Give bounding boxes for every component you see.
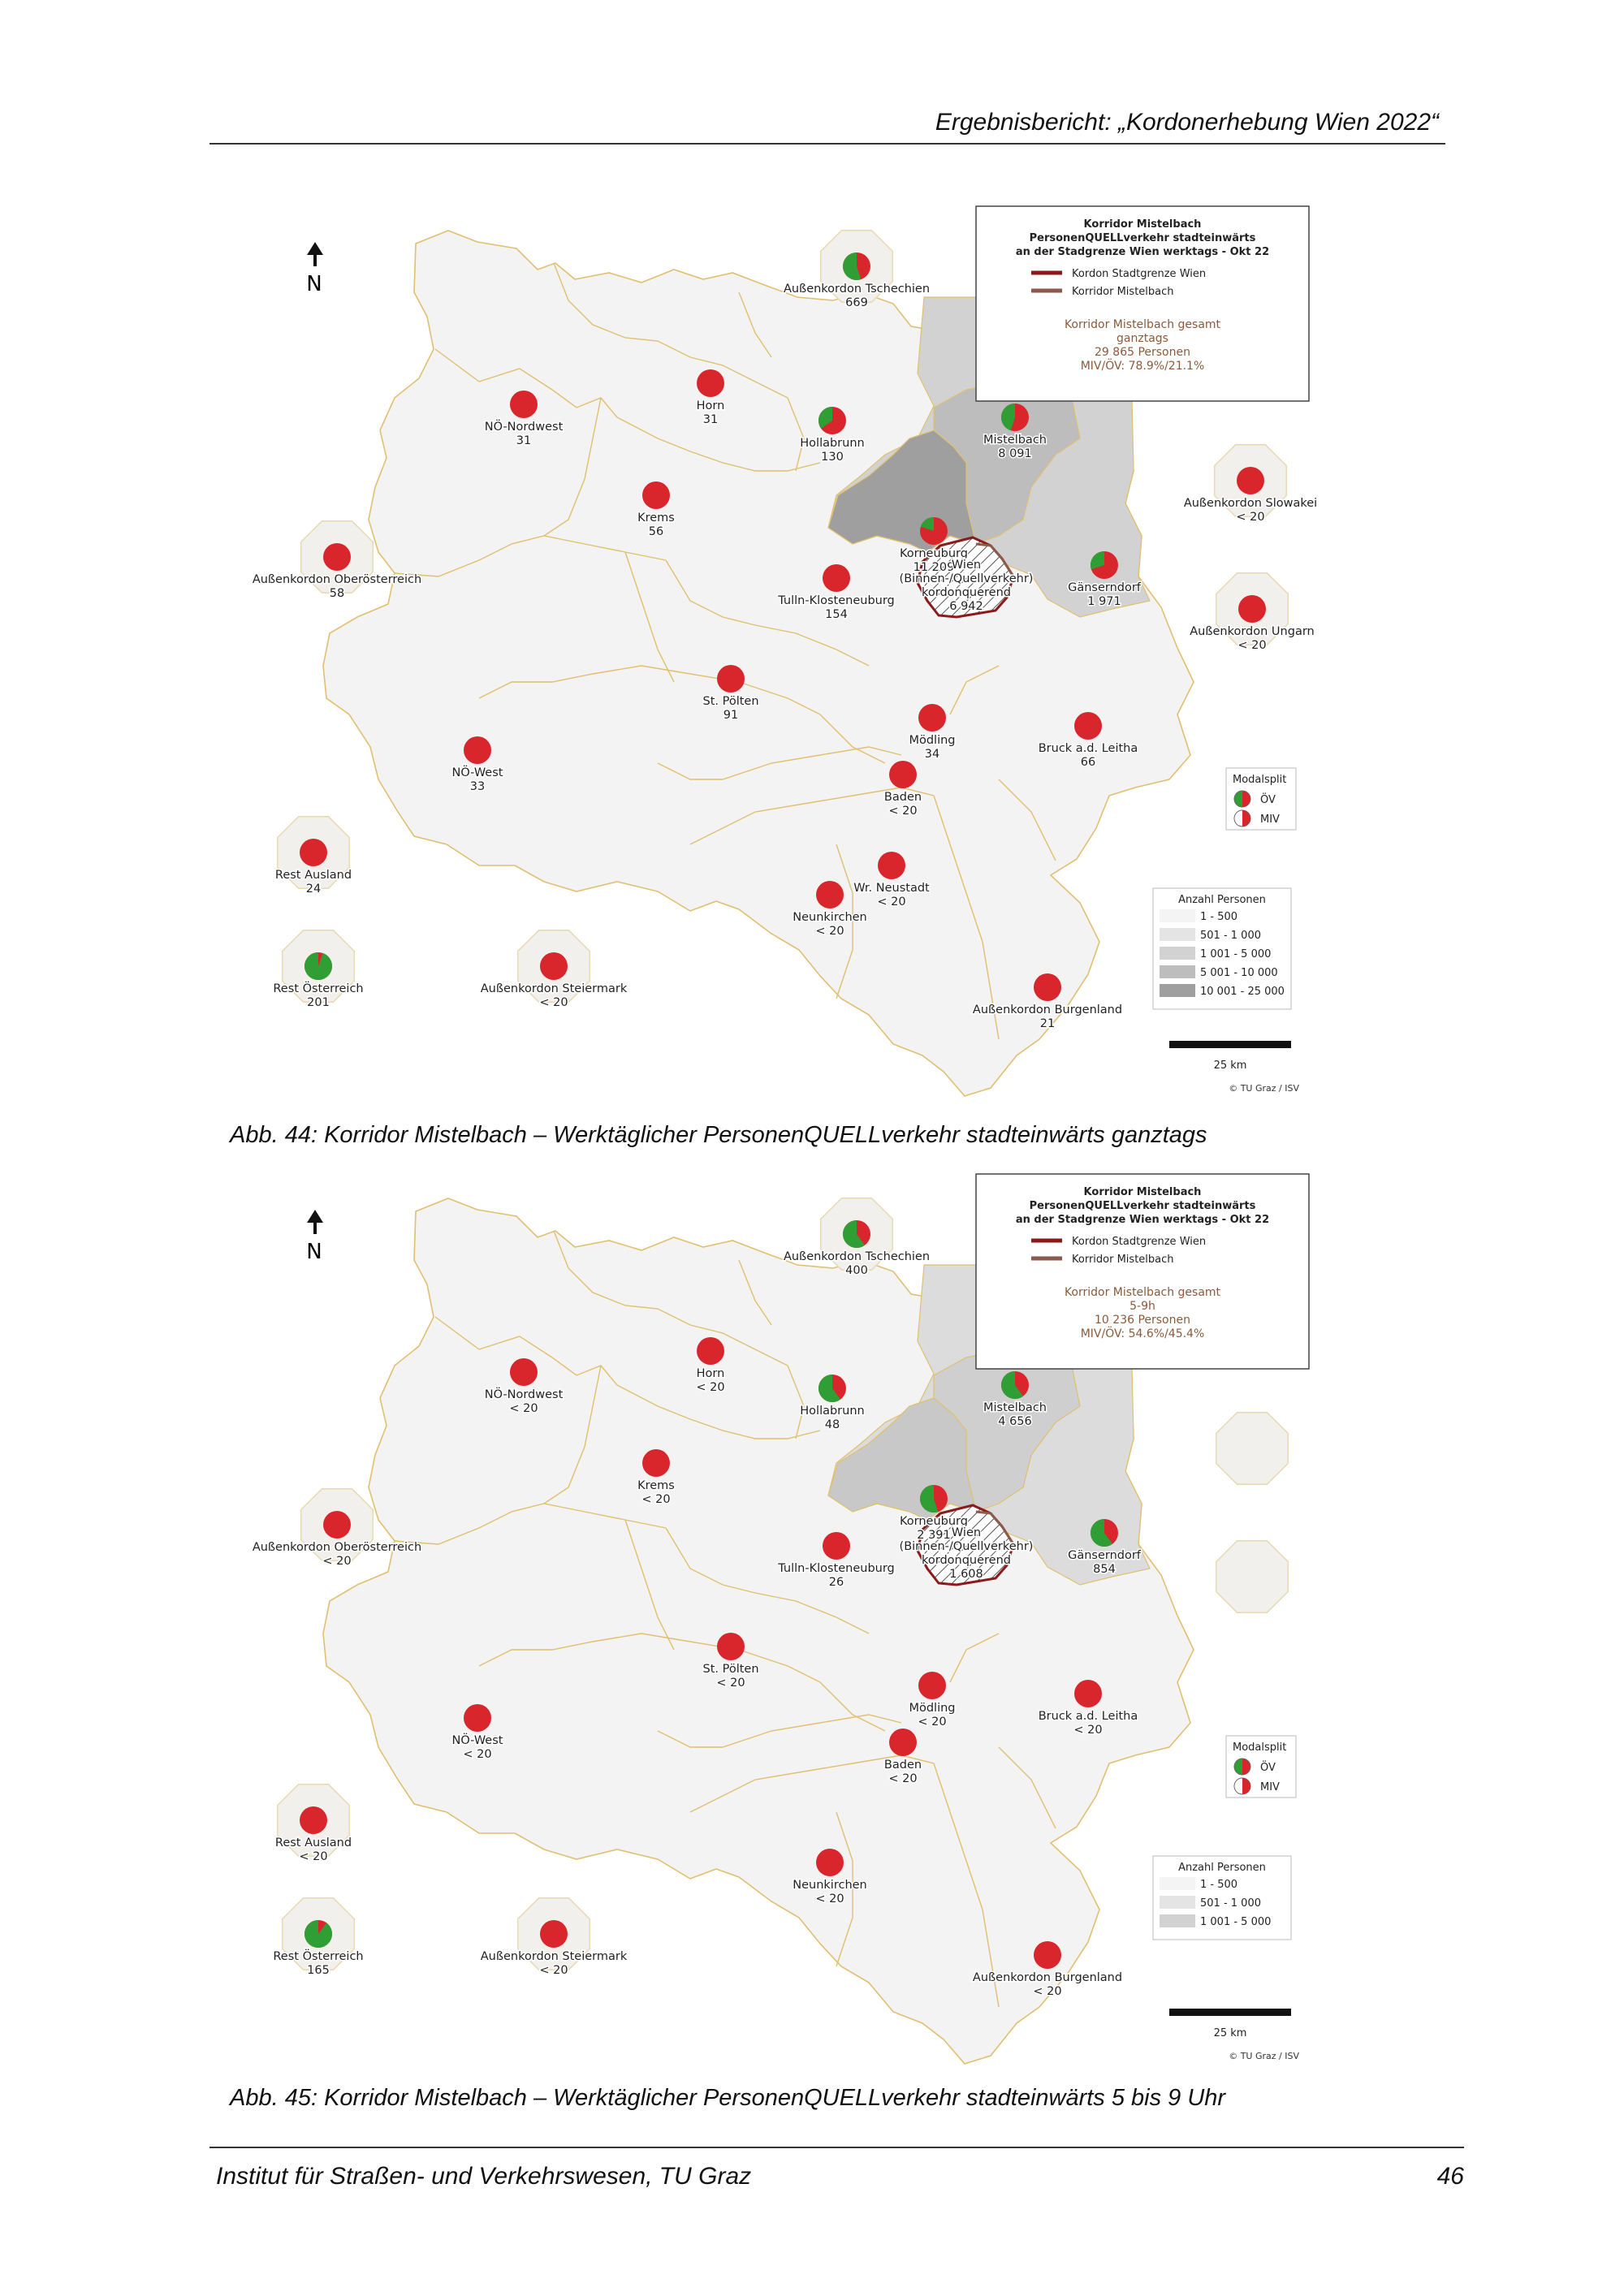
modal-split-pie (510, 1358, 538, 1386)
zone-value: < 20 (716, 1677, 745, 1690)
modal-split-pie (717, 665, 745, 693)
modal-split-pie (1034, 973, 1061, 1001)
map-svg-45 (235, 1163, 1340, 2072)
zone-label (696, 1367, 724, 1394)
zone-value: 11 209 (913, 561, 955, 574)
zone-value: 1 971 (1087, 595, 1121, 608)
zone-value: 33 (469, 780, 486, 793)
pie-miv-share (642, 481, 670, 509)
modal-split-pie (878, 852, 905, 879)
zone-value: 854 (1093, 1563, 1116, 1576)
zone-name: Hollabrunn (800, 1405, 865, 1418)
zone-name: Korneuburg (900, 547, 968, 560)
zone-value: < 20 (509, 1402, 538, 1415)
legend-title: PersonenQUELLverkehr stadteinwärts (1029, 232, 1256, 244)
pie-miv-share (878, 852, 905, 879)
zone-name-line: (Binnen-/Quellverkehr) (899, 572, 1034, 585)
pie-miv-share (464, 1704, 491, 1732)
pie-miv-share (540, 952, 568, 980)
zone-value: < 20 (641, 1493, 671, 1506)
pie-miv-share (1238, 595, 1266, 623)
zone-name-line: Wien (951, 1526, 982, 1539)
zone-name: Außenkordon Steiermark (480, 1950, 628, 1963)
zone-value: < 20 (696, 1381, 725, 1394)
classes-swatch (1160, 947, 1195, 960)
modal-split-pie (818, 1375, 846, 1402)
classes-swatch (1160, 1914, 1195, 1927)
page-header (209, 107, 1445, 145)
pie-miv-share (816, 881, 844, 908)
zone-value: 201 (307, 996, 330, 1009)
zone-value: < 20 (539, 1964, 568, 1977)
classes-label: 1 - 500 (1200, 1879, 1238, 1891)
pie-miv-share (510, 391, 538, 418)
modalsplit-title: Modalsplit (1233, 774, 1287, 786)
modalsplit-miv-label: MIV (1260, 1781, 1280, 1793)
modalsplit-miv-pie (1234, 1778, 1250, 1794)
zone-aussenkordon-steiermark (481, 930, 628, 1009)
zone-label (481, 982, 628, 1009)
zone-name-line: kordonquerend (922, 1554, 1011, 1567)
pie-miv-share (697, 1337, 724, 1365)
modal-split-pie (642, 1449, 670, 1477)
pie-miv-share (1074, 712, 1102, 740)
classes-label: 10 001 - 25 000 (1200, 986, 1285, 998)
zone-rest-ausland (275, 817, 352, 896)
pie-miv-share (918, 704, 946, 732)
modal-split-pie (843, 252, 870, 280)
legend-summary-line: Korridor Mistelbach gesamt (1064, 1286, 1221, 1299)
zone-name: Krems (637, 511, 675, 524)
zone-label (1190, 625, 1314, 652)
modal-split-pie (920, 1485, 948, 1513)
pie-oev-share (304, 1920, 332, 1948)
zone-rest-ausland (275, 1785, 352, 1863)
zone-value: 1 608 (949, 1568, 983, 1581)
zone-value: < 20 (322, 1555, 352, 1568)
pie-miv-share (323, 543, 351, 571)
classes-swatch (1160, 984, 1195, 997)
pie-miv-share (510, 1358, 538, 1386)
copyright: © TU Graz / ISV (1229, 1083, 1299, 1094)
zone-value: 4 656 (998, 1415, 1032, 1428)
modal-split-pie (304, 952, 332, 980)
zone-value: < 20 (299, 1850, 328, 1863)
legend-title: Korridor Mistelbach (1083, 1186, 1202, 1198)
modal-split-pie (889, 761, 917, 788)
zone-name: NÖ-West (451, 766, 503, 779)
zone-value: 130 (821, 451, 844, 464)
zone-value: < 20 (539, 996, 568, 1009)
pie-miv-share (823, 1532, 850, 1560)
zone-value: 91 (723, 709, 739, 722)
zone-label (275, 1836, 352, 1863)
modal-split-pie (697, 1337, 724, 1365)
zone-name: Gänserndorf (1068, 1549, 1141, 1562)
zone-label (275, 869, 352, 896)
legend-summary-line: 29 865 Personen (1095, 346, 1190, 359)
pie-miv-share (1034, 1941, 1061, 1969)
figure-caption-44: Abb. 44: Korridor Mistelbach – Werktäglicher PersonenQUELLverkehr stadteinwärts ganztags (230, 1122, 1207, 1148)
legend-summary-line: 10 236 Personen (1095, 1314, 1190, 1327)
page-footer (209, 2147, 1464, 2190)
modal-split-pie (1001, 404, 1029, 431)
legend-title: an der Stadgrenze Wien werktags - Okt 22 (1015, 246, 1270, 258)
zone-name: Tulln-Klosteneuburg (778, 1562, 895, 1575)
scale-bar-line (1169, 1041, 1291, 1048)
pie-miv-share (1074, 1680, 1102, 1707)
map-svg-44 (235, 195, 1340, 1104)
north-arrow (306, 1210, 323, 1264)
modal-split-pie (697, 369, 724, 397)
north-arrow-icon (307, 242, 323, 266)
modal-split-pie (540, 952, 568, 980)
zone-name: Außenkordon Oberösterreich (252, 573, 422, 586)
zone-value: 26 (828, 1576, 844, 1589)
modalsplit-miv-label: MIV (1260, 814, 1280, 826)
zone-value: < 20 (888, 805, 918, 818)
modal-split-pie (1091, 551, 1118, 579)
modal-split-pie (816, 1849, 844, 1876)
zone-value: < 20 (1073, 1724, 1103, 1737)
modal-split-pie (464, 736, 491, 764)
north-arrow-icon (307, 1210, 323, 1234)
scale-bar (1169, 2009, 1291, 2039)
zone-label (884, 791, 922, 818)
zone-name-line: Wien (951, 559, 982, 572)
zone-name: Neunkirchen (793, 911, 867, 924)
pie-miv-share (323, 1511, 351, 1539)
legend-box (976, 1174, 1309, 1369)
zone-name-line: kordonquerend (922, 586, 1011, 599)
legend-box (976, 206, 1309, 401)
modal-split-pie (823, 1532, 850, 1560)
pie-miv-share (889, 1728, 917, 1756)
pie-miv-share (823, 564, 850, 592)
legend-korridor-label: Korridor Mistelbach (1072, 286, 1174, 298)
modal-split-pie (918, 704, 946, 732)
zone-label (637, 1479, 675, 1506)
zone-value: < 20 (888, 1772, 918, 1785)
classes-label: 1 001 - 5 000 (1200, 1916, 1272, 1928)
pie-miv-share (300, 839, 327, 866)
zone-value: < 20 (877, 896, 906, 908)
scale-label: 25 km (1213, 1060, 1247, 1072)
pie-miv-share (889, 761, 917, 788)
zone-value: 58 (329, 587, 345, 600)
pie-miv-share (642, 1449, 670, 1477)
modal-split-pie (1237, 467, 1264, 494)
zone-name: Baden (883, 791, 922, 804)
modal-split-pie (1238, 595, 1266, 623)
modalsplit-oev-label: ÖV (1260, 794, 1276, 806)
zone-value: 31 (702, 413, 719, 426)
zone-name: Außenkordon Tschechien (783, 1250, 931, 1263)
zone-value: 48 (824, 1418, 840, 1431)
zone-value: 400 (845, 1264, 868, 1277)
modal-split-pie (300, 1806, 327, 1834)
classes-swatch (1160, 1877, 1195, 1890)
scale-label: 25 km (1213, 2027, 1247, 2039)
external-zone-slowakei-empty (1216, 1413, 1289, 1485)
zone-value: < 20 (463, 1748, 492, 1761)
zone-value: < 20 (815, 1892, 844, 1905)
zone-aussenkordon-ungarn (1190, 573, 1314, 652)
modal-split-pie (642, 481, 670, 509)
zone-value: 56 (648, 525, 664, 538)
zone-name: Außenkordon Steiermark (480, 982, 628, 995)
zone-value: 66 (1080, 756, 1096, 769)
modal-split-pie (816, 881, 844, 908)
zone-value: < 20 (1236, 511, 1265, 524)
zone-value: 669 (845, 296, 868, 309)
zone-name: Außenkordon Burgenland (972, 1003, 1123, 1016)
zone-name: Außenkordon Oberösterreich (252, 1541, 422, 1554)
zone-name: Mistelbach (983, 1401, 1047, 1414)
external-zone-ungarn-empty (1216, 1541, 1289, 1613)
classes-swatch (1160, 965, 1195, 978)
modal-split-pie (918, 1672, 946, 1699)
pie-miv-share (717, 1633, 745, 1660)
modal-split-pie (300, 839, 327, 866)
zone-value: < 20 (1237, 639, 1267, 652)
zone-name: Rest Ausland (274, 869, 352, 882)
modal-split-pie (1001, 1371, 1029, 1399)
footer-institute: Institut für Straßen- und Verkehrswesen, TU Graz (216, 2163, 752, 2190)
classes-label: 501 - 1 000 (1200, 930, 1261, 942)
modal-split-pie (823, 564, 850, 592)
modal-split-pie (889, 1728, 917, 1756)
legend-summary-line: Korridor Mistelbach gesamt (1064, 318, 1221, 331)
modal-split-pie (323, 1511, 351, 1539)
pie-miv-share (540, 1920, 568, 1948)
classes-title: Anzahl Personen (1178, 894, 1266, 906)
zone-name: Neunkirchen (793, 1879, 867, 1892)
zone-name: Horn (696, 1367, 725, 1380)
zone-value: < 20 (918, 1716, 947, 1728)
zone-value: 21 (1039, 1017, 1056, 1030)
zone-aussenkordon-slowakei (1184, 445, 1317, 524)
zone-aussenkordon-steiermark (481, 1898, 628, 1977)
zone-name: Außenkordon Tschechien (783, 283, 931, 296)
zone-value: < 20 (815, 925, 844, 938)
zone-name: Rest Österreich (273, 982, 364, 995)
modal-split-pie (818, 407, 846, 434)
modalsplit-title: Modalsplit (1233, 1741, 1287, 1754)
classes-swatch (1160, 909, 1195, 922)
zone-name: Korneuburg (900, 1515, 968, 1528)
modalsplit-legend (1226, 768, 1296, 830)
modal-split-pie (1074, 1680, 1102, 1707)
modalsplit-miv-pie (1234, 810, 1250, 826)
pie-miv-share (918, 1672, 946, 1699)
zone-value: 154 (825, 608, 848, 621)
zone-name-line: (Binnen-/Quellverkehr) (899, 1540, 1034, 1553)
zone-name: Horn (696, 399, 725, 412)
zone-name: Bruck a.d. Leitha (1038, 742, 1138, 755)
modalsplit-oev-label: ÖV (1260, 1762, 1276, 1774)
modal-split-pie (1074, 712, 1102, 740)
zone-name: Wr. Neustadt (853, 882, 930, 895)
pie-miv-share (1237, 467, 1264, 494)
classes-label: 1 001 - 5 000 (1200, 948, 1272, 960)
modal-split-pie (304, 1920, 332, 1948)
pie-miv-share (717, 665, 745, 693)
zone-value: 6 942 (949, 600, 983, 613)
zone-label (884, 1759, 922, 1785)
classes-label: 1 - 500 (1200, 911, 1238, 923)
scale-bar (1169, 1041, 1291, 1072)
zone-label (273, 981, 363, 1009)
modal-split-pie (540, 1920, 568, 1948)
zone-label (273, 1949, 363, 1977)
pie-miv-share (464, 736, 491, 764)
pie-miv-share (1034, 973, 1061, 1001)
zone-name: Bruck a.d. Leitha (1038, 1710, 1138, 1723)
north-label: N (306, 1240, 322, 1264)
legend-summary-line: 5-9h (1129, 1300, 1155, 1313)
zone-name: Außenkordon Ungarn (1190, 625, 1315, 638)
modal-split-pie (843, 1220, 870, 1248)
zone-name: Außenkordon Burgenland (972, 1971, 1123, 1984)
classes-label: 501 - 1 000 (1200, 1897, 1261, 1910)
legend-title: PersonenQUELLverkehr stadteinwärts (1029, 1200, 1256, 1212)
zone-value: 8 091 (998, 447, 1032, 460)
legend-korridor-label: Korridor Mistelbach (1072, 1254, 1174, 1266)
legend-summary-line: MIV/ÖV: 54.6%/45.4% (1080, 1327, 1205, 1340)
classes-legend (1153, 888, 1291, 1009)
modal-split-pie (464, 1704, 491, 1732)
classes-legend (1153, 1856, 1291, 1940)
modal-split-pie (717, 1633, 745, 1660)
zone-name: NÖ-Nordwest (484, 1388, 564, 1401)
legend-summary-line: MIV/ÖV: 78.9%/21.1% (1080, 360, 1205, 373)
zone-name: Gänserndorf (1068, 581, 1141, 594)
zone-rest-oesterreich (273, 930, 363, 1009)
zone-rest-oesterreich (273, 1898, 363, 1977)
classes-swatch (1160, 1896, 1195, 1909)
north-label: N (306, 272, 322, 296)
copyright: © TU Graz / ISV (1229, 2051, 1299, 2061)
zone-name: Baden (883, 1759, 922, 1772)
zone-name: Mödling (909, 734, 956, 747)
zone-value: 31 (516, 434, 532, 447)
zone-name: Hollabrunn (800, 437, 865, 450)
zone-name: Krems (637, 1479, 675, 1492)
modal-split-pie (920, 517, 948, 545)
classes-title: Anzahl Personen (1178, 1862, 1266, 1874)
legend-title: Korridor Mistelbach (1083, 218, 1202, 231)
zone-name: Mödling (909, 1702, 956, 1715)
zone-name: St. Pölten (702, 1663, 759, 1676)
legend-kordon-label: Kordon Stadtgrenze Wien (1072, 268, 1207, 280)
zone-name: Rest Ausland (274, 1836, 352, 1849)
modalsplit-legend (1226, 1736, 1296, 1798)
report-title: Ergebnisbericht: „Kordonerhebung Wien 2022“ (935, 109, 1439, 136)
zone-value: 165 (307, 1964, 330, 1977)
zone-value: 24 (305, 883, 322, 896)
zone-label (481, 1950, 628, 1977)
zone-name: NÖ-West (451, 1734, 503, 1747)
map-figure-45 (235, 1163, 1340, 2072)
page-number: 46 (1436, 2163, 1464, 2190)
north-arrow (306, 242, 323, 296)
pie-miv-share (697, 369, 724, 397)
zone-value: 34 (924, 748, 940, 761)
zone-label (1184, 497, 1317, 524)
pie-miv-share (816, 1849, 844, 1876)
modal-split-pie (1034, 1941, 1061, 1969)
modal-split-pie (323, 543, 351, 571)
figure-caption-45: Abb. 45: Korridor Mistelbach – Werktäglicher PersonenQUELLverkehr stadteinwärts 5 bis 9 Uhr (230, 2085, 1226, 2111)
zone-name: Außenkordon Slowakei (1183, 497, 1318, 510)
zone-name: St. Pölten (702, 695, 759, 708)
zone-value: 2 391 (917, 1529, 951, 1542)
zone-name: Rest Österreich (273, 1950, 364, 1963)
zone-value: < 20 (1033, 1985, 1062, 1998)
map-figure-44 (235, 195, 1340, 1104)
zone-name: NÖ-Nordwest (484, 421, 564, 434)
legend-kordon-label: Kordon Stadtgrenze Wien (1072, 1236, 1207, 1248)
legend-summary-line: ganztags (1116, 332, 1168, 345)
zone-name: Mistelbach (983, 434, 1047, 447)
pie-miv-share (300, 1806, 327, 1834)
classes-label: 5 001 - 10 000 (1200, 967, 1278, 979)
scale-bar-line (1169, 2009, 1291, 2016)
legend-title: an der Stadgrenze Wien werktags - Okt 22 (1015, 1214, 1270, 1226)
modal-split-pie (1091, 1519, 1118, 1547)
zone-name: Tulln-Klosteneuburg (778, 594, 895, 607)
classes-swatch (1160, 928, 1195, 941)
modal-split-pie (510, 391, 538, 418)
